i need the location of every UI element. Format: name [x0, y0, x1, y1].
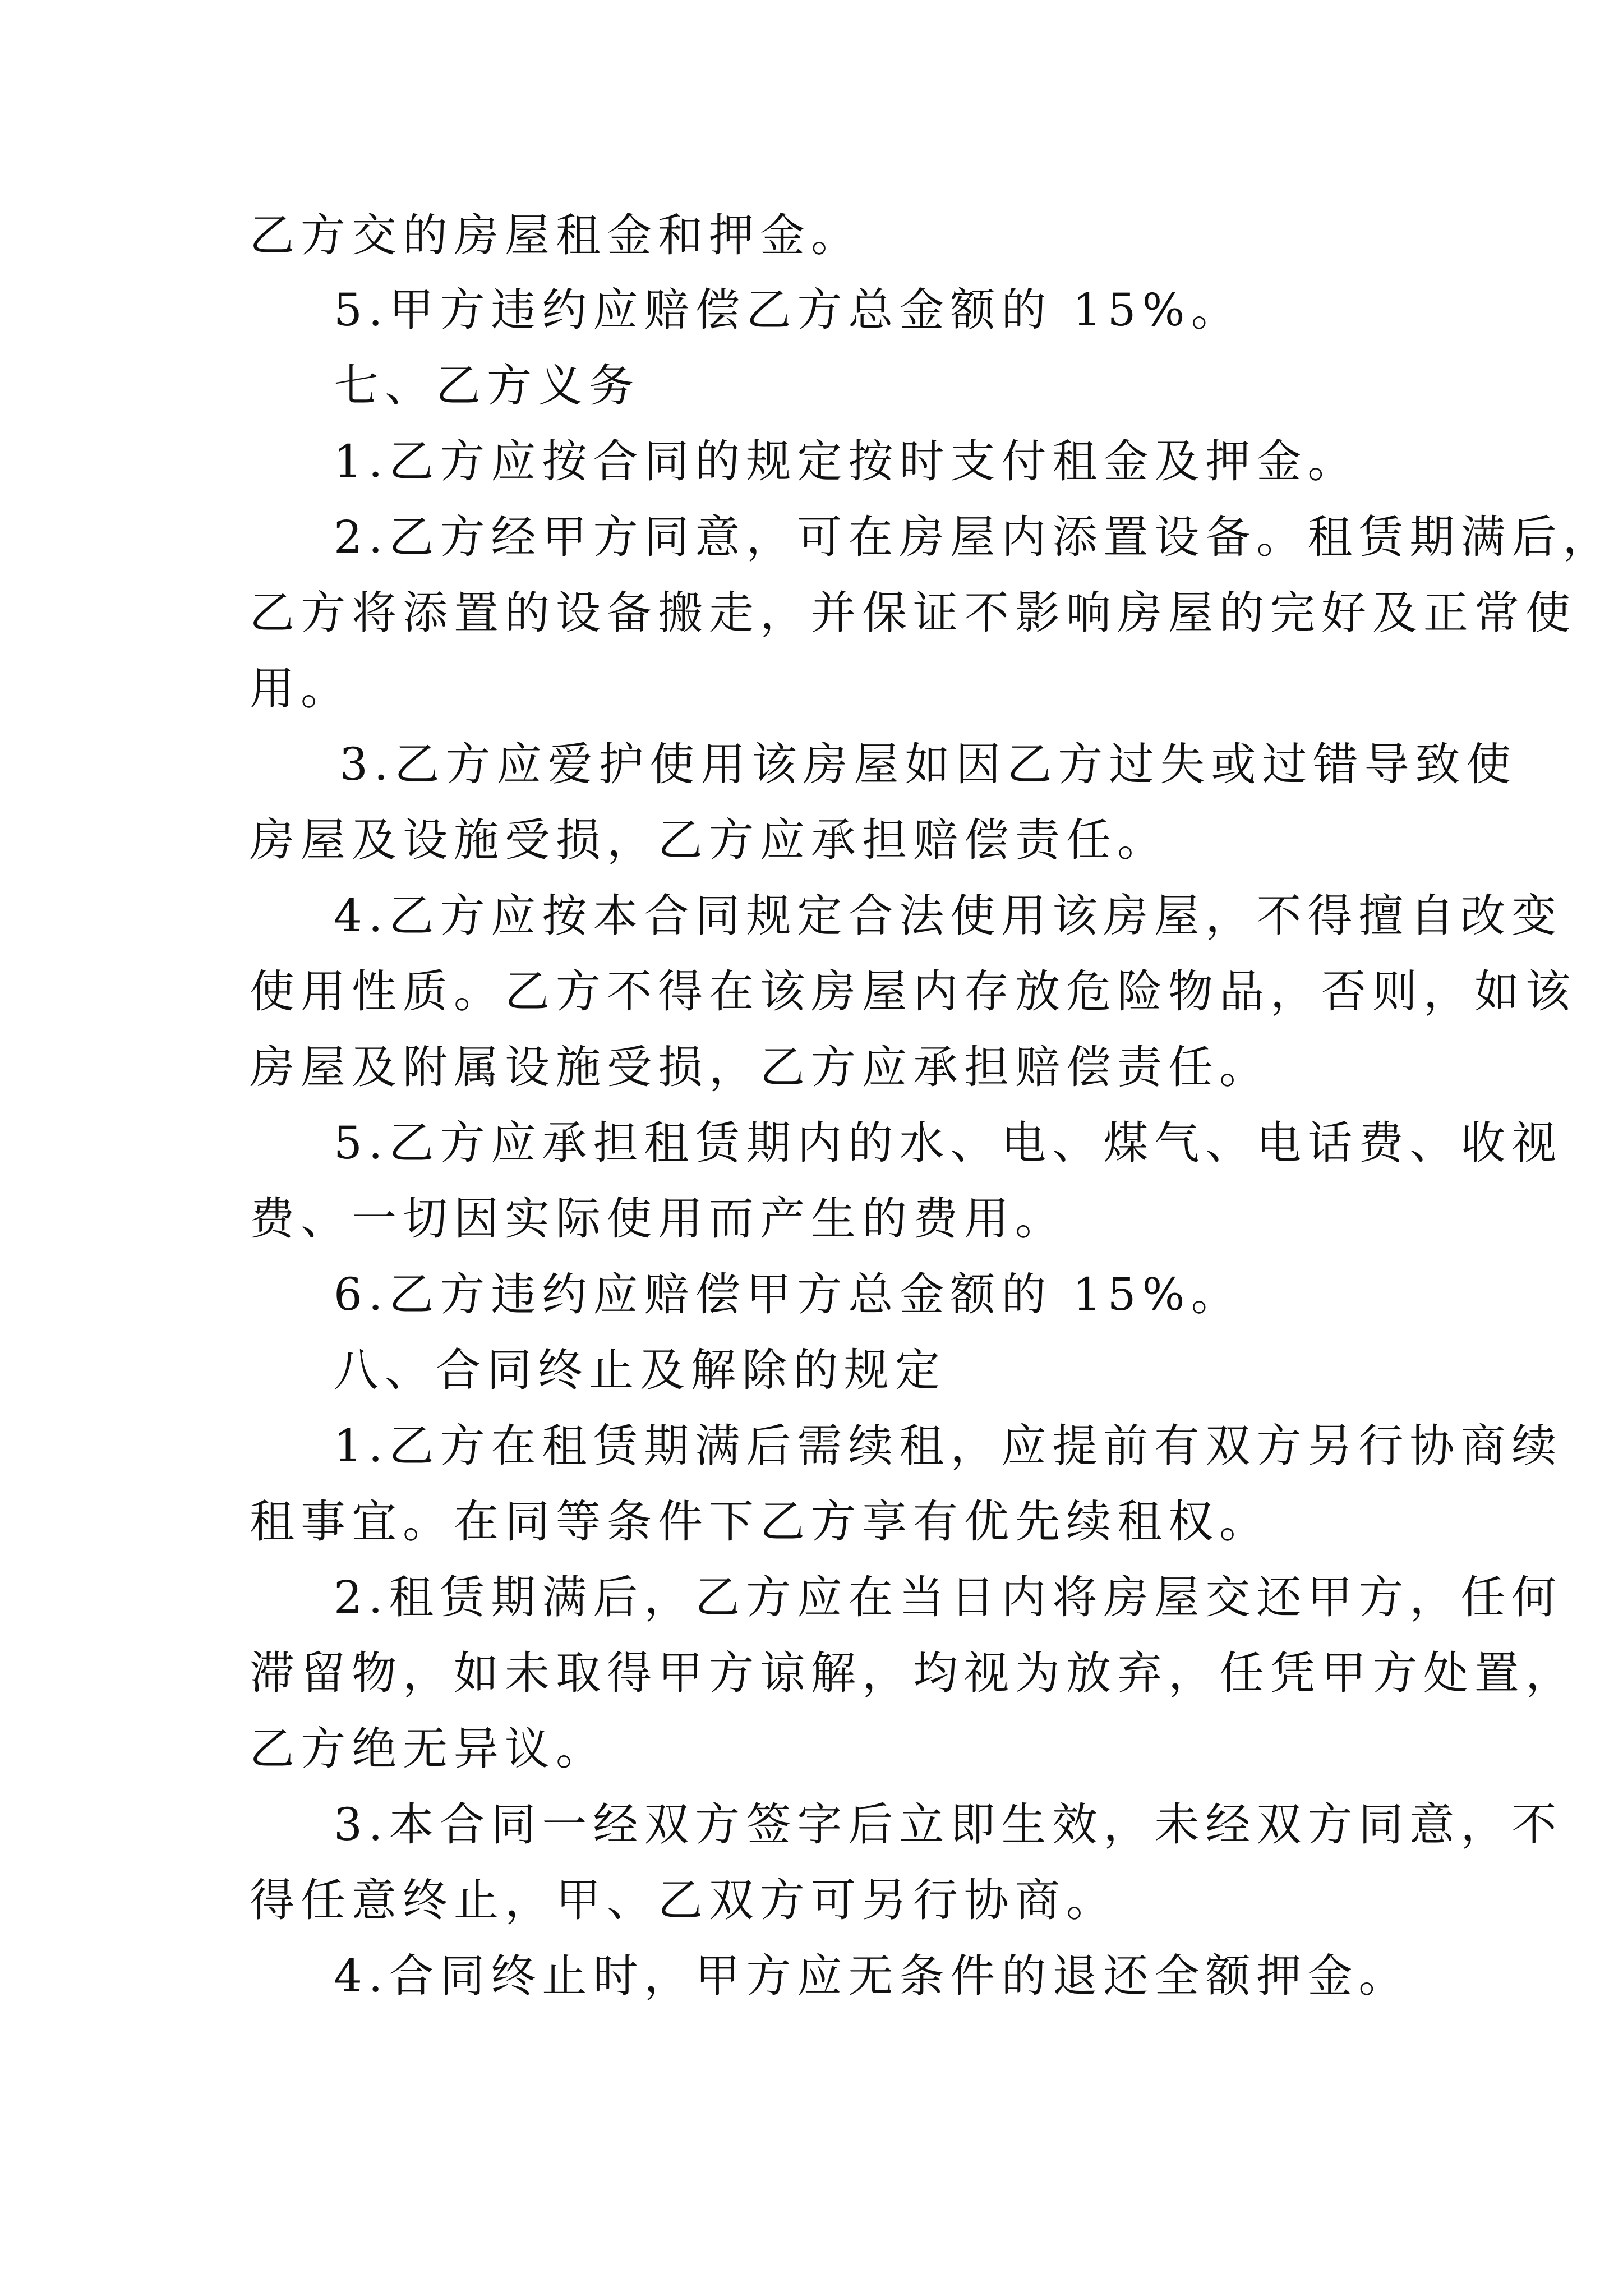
paragraph-line: 得任意终止，甲、乙双方可另行协商。 — [250, 1874, 1117, 1926]
paragraph-line: 房屋及附属设施受损，乙方应承担赔偿责任。 — [250, 1041, 1270, 1093]
paragraph-line: 1.乙方在租赁期满后需续租，应提前有双方另行协商续 — [334, 1420, 1563, 1472]
paragraph-line: 4.乙方应按本合同规定合法使用该房屋，不得擅自改变 — [334, 890, 1563, 942]
section-heading: 七、乙方义务 — [334, 360, 640, 412]
paragraph-line: 费、一切因实际使用而产生的费用。 — [250, 1193, 1066, 1245]
paragraph-line: 2.乙方经甲方同意，可在房屋内添置设备。租赁期满后， — [334, 511, 1614, 563]
paragraph-line: 3.本合同一经双方签字后立即生效，未经双方同意，不 — [334, 1798, 1563, 1851]
paragraph-line: 3.乙方应爱护使用该房屋如因乙方过失或过错导致使 — [339, 738, 1518, 790]
paragraph-line: 乙方将添置的设备搬走，并保证不影响房屋的完好及正常使 — [250, 587, 1576, 639]
paragraph-line: 5.甲方违约应赔偿乙方总金额的 15%。 — [334, 284, 1242, 336]
paragraph-line: 乙方交的房屋租金和押金。 — [250, 209, 862, 261]
paragraph-line: 滞留物，如未取得甲方谅解，均视为放弃，任凭甲方处置， — [250, 1647, 1576, 1699]
paragraph-line: 2.租赁期满后，乙方应在当日内将房屋交还甲方，任何 — [334, 1571, 1563, 1623]
paragraph-line: 6.乙方违约应赔偿甲方总金额的 15%。 — [334, 1268, 1242, 1320]
paragraph-line: 4.合同终止时，甲方应无条件的退还全额押金。 — [334, 1950, 1410, 2002]
paragraph-line: 用。 — [250, 662, 352, 715]
paragraph-line: 乙方绝无异议。 — [250, 1723, 607, 1775]
paragraph-line: 租事宜。在同等条件下乙方享有优先续租权。 — [250, 1496, 1270, 1548]
paragraph-line: 使用性质。乙方不得在该房屋内存放危险物品，否则，如该 — [250, 965, 1576, 1018]
paragraph-line: 房屋及设施受损，乙方应承担赔偿责任。 — [250, 814, 1168, 866]
section-heading: 八、合同终止及解除的规定 — [334, 1344, 946, 1396]
paragraph-line: 1.乙方应按合同的规定按时支付租金及押金。 — [334, 435, 1359, 487]
paragraph-line: 5.乙方应承担租赁期内的水、电、煤气、电话费、收视 — [334, 1117, 1563, 1169]
